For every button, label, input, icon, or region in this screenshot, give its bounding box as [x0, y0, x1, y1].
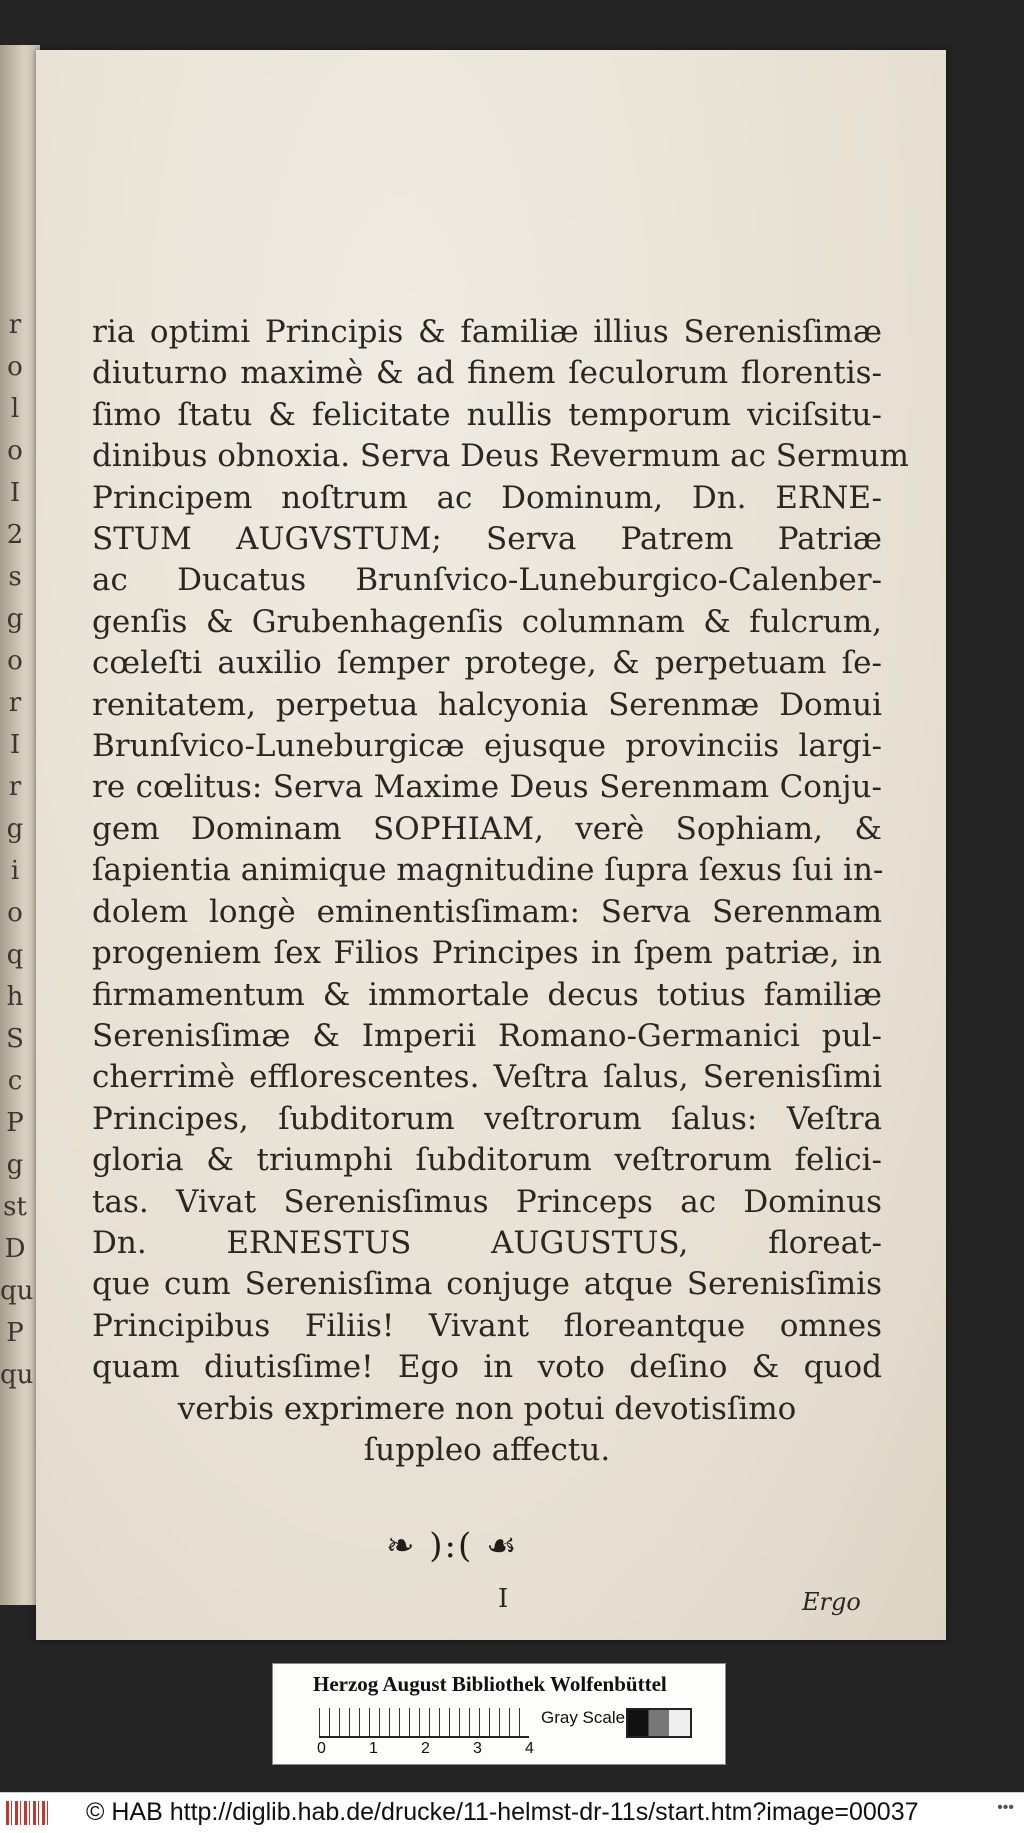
text-line: diuturno maximè & ad finem ſeculorum florentis- — [92, 355, 882, 392]
text-line: cœleſti auxilio ſemper protege, & perpetuam ſe- — [92, 645, 882, 682]
text-line: ſimo ſtatu & felicitate nullis temporum viciſsitu- — [92, 396, 882, 433]
left-margin-char: g — [6, 1150, 24, 1180]
left-margin-char: q — [6, 940, 24, 970]
ruler-number: 1 — [369, 1740, 378, 1757]
left-page-edge — [0, 45, 40, 1605]
signature-mark: I — [498, 1584, 509, 1614]
hab-logo-icon[interactable] — [6, 1801, 48, 1825]
gray-scale-label: Gray Scale — [541, 1708, 626, 1727]
left-margin-char: o — [7, 898, 23, 928]
text-line: que cum Serenisſima conjuge atque Serenisſimis — [92, 1266, 882, 1303]
scale-ruler — [319, 1708, 529, 1738]
library-name: Herzog August Bibliothek Wolfenbüttel — [313, 1672, 667, 1696]
text-line: Serenisſimæ & Imperii Romano-Germanici pul- — [92, 1017, 882, 1054]
left-margin-char: D — [4, 1234, 26, 1264]
status-bar — [0, 1792, 1024, 1833]
left-margin-char: r — [8, 772, 22, 802]
left-margin-char: o — [7, 352, 23, 382]
ruler-numbers — [317, 1740, 577, 1758]
left-margin-char: I — [9, 478, 21, 508]
ruler-number: 3 — [473, 1740, 482, 1757]
left-margin-char: 2 — [6, 520, 24, 550]
left-margin-char: h — [6, 982, 24, 1012]
text-line: ria optimi Principis & familiæ illius Serenisſimæ — [92, 314, 882, 350]
library-color-card — [272, 1663, 726, 1765]
catchword: Ergo — [802, 1588, 861, 1616]
left-margin-char: qu — [0, 1360, 34, 1390]
left-margin-char: i — [10, 856, 20, 886]
text-line: quam diutisſime! Ego in voto deſino & quod — [92, 1349, 882, 1386]
text-line: Principem noſtrum ac Dominum, Dn. ERNE- — [92, 479, 882, 516]
text-line: Principibus Filiis! Vivant floreantque omnes — [92, 1307, 882, 1344]
left-margin-char: o — [7, 436, 23, 466]
text-line: dinibus obnoxia. Serva Deus Revermum ac Sermum — [92, 438, 909, 475]
ornament-fleuron: ❧ ):( ☙ — [386, 1526, 519, 1566]
left-margin-char: g — [6, 604, 24, 634]
left-margin-char: o — [7, 646, 23, 676]
text-line: Dn. ERNESTUS AUGUSTUS, floreat- — [92, 1224, 882, 1261]
gray-scale-swatch — [626, 1708, 692, 1738]
text-line: ac Ducatus Brunſvico-Luneburgico-Calenber- — [92, 562, 882, 599]
text-line: ſapientia animique magnitudine ſupra ſexus ſui in- — [92, 852, 884, 889]
text-line: Brunſvico-Luneburgicæ ejusque provinciis largi- — [92, 728, 882, 765]
left-margin-char: P — [6, 1318, 24, 1348]
text-line: gem Dominam SOPHIAM, verè Sophiam, & — [92, 810, 882, 847]
closing-line: verbis exprimere non potui devotisſimo — [177, 1390, 797, 1427]
page-text-block — [92, 312, 909, 1471]
left-page-margin-text — [0, 310, 34, 1390]
text-line: progeniem ſex Filios Principes in ſpem patriæ, in — [92, 935, 882, 972]
text-line: dolem longè eminentisſimam: Serva Serenmam — [92, 893, 882, 930]
left-margin-char: g — [6, 814, 24, 844]
ruler-number: 4 — [525, 1740, 534, 1757]
copyright-url-text[interactable]: © HAB http://diglib.hab.de/drucke/11-helmst-dr-11s/start.htm?image=00037 — [86, 1798, 919, 1826]
text-line: tas. Vivat Serenisſimus Princeps ac Dominus — [92, 1183, 882, 1220]
left-margin-char: qu — [0, 1276, 34, 1306]
text-line: cherrimè efflorescentes. Veſtra ſalus, Serenisſimi — [92, 1059, 882, 1096]
ruler-number: 0 — [317, 1740, 326, 1757]
left-margin-char: P — [6, 1108, 24, 1138]
book-page — [36, 50, 946, 1640]
text-line: re cœlitus: Serva Maxime Deus Serenmam Conju- — [92, 769, 882, 806]
text-line: Principes, ſubditorum veſtrorum ſalus: Veſtra — [92, 1100, 882, 1137]
text-line: renitatem, perpetua halcyonia Serenmæ Domui — [92, 686, 882, 723]
text-line: genſis & Grubenhagenſis columnam & fulcrum, — [92, 603, 882, 640]
text-line: firmamentum & immortale decus totius familiæ — [92, 976, 882, 1013]
left-margin-char: l — [10, 394, 20, 424]
left-margin-char: I — [9, 730, 21, 760]
left-margin-char: s — [8, 562, 22, 592]
left-margin-char: r — [8, 310, 22, 340]
text-line: gloria & triumphi ſubditorum veſtrorum felici- — [92, 1142, 882, 1179]
ruler-number: 2 — [421, 1740, 430, 1757]
left-margin-char: S — [6, 1024, 24, 1054]
more-options-icon[interactable]: ••• — [997, 1799, 1014, 1816]
closing-line: ſuppleo affectu. — [363, 1431, 611, 1468]
text-line: STUM AUGVSTUM; Serva Patrem Patriæ — [92, 521, 882, 558]
left-margin-char: st — [3, 1192, 27, 1222]
left-margin-char: c — [7, 1066, 23, 1096]
left-margin-char: r — [8, 688, 22, 718]
